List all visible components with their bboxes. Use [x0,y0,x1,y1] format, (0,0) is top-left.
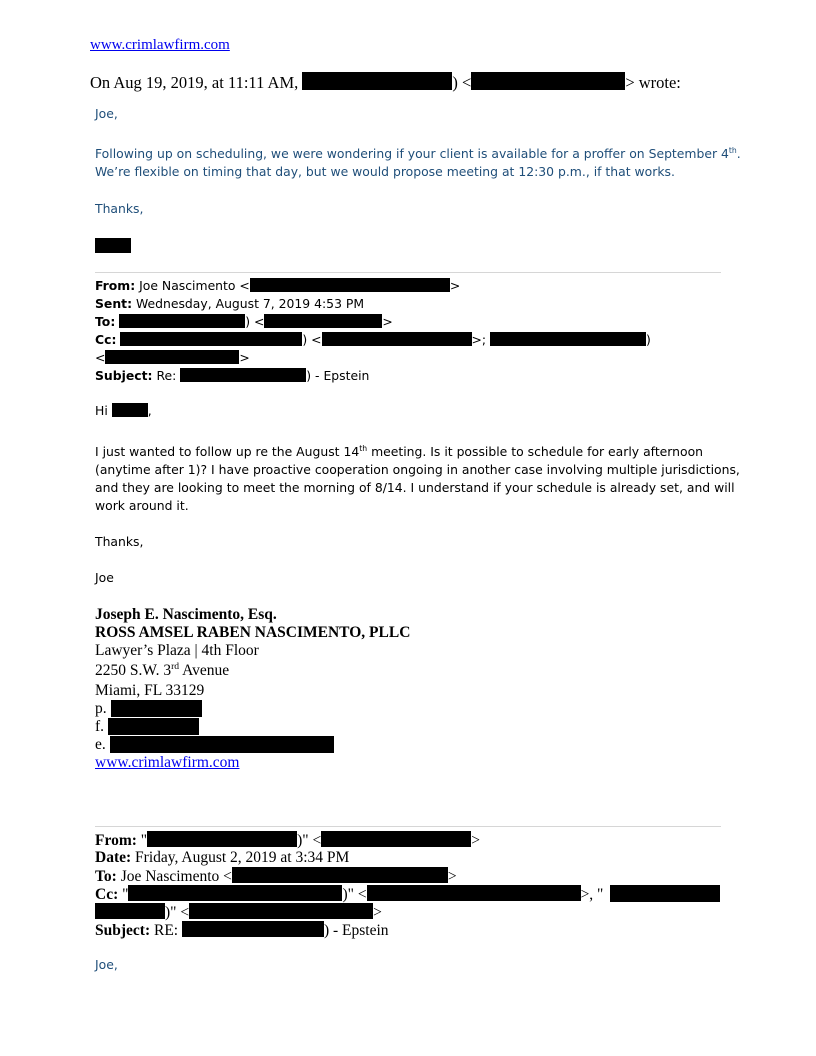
top-website-link[interactable]: www.crimlawfirm.com [90,37,230,53]
redaction [321,831,471,847]
signature-website-link[interactable]: www.crimlawfirm.com [95,754,240,771]
subject-prefix: RE: [153,922,179,939]
separator: ) < [245,314,265,329]
email3-date [95,849,349,867]
subject-label: Subject: [95,368,153,383]
email3-from [95,831,480,850]
email1-body-line1 [95,146,741,161]
email2-closing: Thanks, [95,534,144,549]
divider [95,826,721,827]
redaction [108,718,199,735]
to-label: To: [95,314,116,329]
reply-header-mid: ) < [452,73,472,92]
email2-body-line3: and they are looking to meet the morning of 8/14. I understand if your schedule is already set, and will [95,480,735,495]
separator: )" < [342,886,367,903]
bracket: ) [646,332,651,347]
email2-subject [95,368,369,383]
email2-body-text: meeting. Is it possible to schedule for early afternoon [367,444,704,459]
signature-address-2 [95,662,229,680]
email1-closing: Thanks, [95,201,144,216]
to-value: Joe Nascimento < [120,868,232,885]
signature-name: Joseph E. Nascimento, Esq. [95,606,277,623]
redaction [232,867,448,883]
email3-greeting: Joe, [95,957,118,972]
signature-address-3: Miami, FL 33129 [95,682,205,699]
email2-signoff: Joe [95,570,114,585]
email3-subject [95,921,389,940]
bracket: < [95,350,106,365]
redaction [490,332,646,346]
subject-suffix: ) - Epstein [323,922,389,939]
redaction [110,736,334,753]
cc-label: Cc: [95,886,119,903]
redaction [147,831,297,847]
from-label: From: [95,278,136,293]
redaction [250,278,450,292]
sent-value: Wednesday, August 7, 2019 4:53 PM [135,296,365,311]
phone-label: p. [95,700,107,717]
redaction [128,885,342,901]
redaction [189,903,373,919]
email2-greeting [95,403,152,418]
sent-label: Sent: [95,296,133,311]
redaction [182,921,324,937]
from-value: Joe Nascimento < [139,278,250,293]
ordinal-suffix: th [728,145,737,155]
email3-cc-continued [95,903,382,922]
redaction [111,700,202,717]
email2-body-line4: work around it. [95,498,189,513]
redaction [180,368,306,382]
email2-cc [95,332,651,347]
bracket: > [382,314,393,329]
email2-cc-continued [95,350,250,365]
bracket: > [373,904,382,921]
bracket: > [239,350,250,365]
signature-fax [95,718,104,736]
email-label: e. [95,736,106,753]
email2-body-line2: (anytime after 1)? I have proactive cooperation ongoing in another case involving multiple jurisdictions, [95,462,740,477]
signature-email [95,736,106,754]
separator: >, " [580,886,604,903]
separator: )" < [297,832,322,849]
reply-header [90,72,681,93]
redaction [610,885,720,902]
subject-label: Subject: [95,922,151,939]
email2-body-line1 [95,444,703,459]
redaction [95,238,131,253]
redaction [264,314,382,328]
redaction [105,350,239,364]
email1-body-text: Following up on scheduling, we were wondering if your client is available for a proffer on September 4 [95,146,729,161]
date-label: Date: [95,849,132,866]
quote: " [140,832,148,849]
email3-to [95,867,457,886]
redaction [302,72,452,90]
signature-phone [95,700,107,718]
from-label: From: [95,832,137,849]
bracket: > [447,868,457,885]
signature-address-1: Lawyer’s Plaza | 4th Floor [95,642,259,659]
redaction [95,903,165,919]
email3-cc [95,885,603,904]
email2-body-text: I just wanted to follow up re the August 14 [95,444,360,459]
email2-from [95,278,460,293]
bracket: > [449,278,461,293]
greeting-text: Hi [95,403,108,418]
email1-body-text: . [736,146,741,161]
email2-sent [95,296,364,311]
redaction [367,885,581,901]
email2-to [95,314,393,329]
separator: >; [471,332,487,347]
address-text: 2250 S.W. 3 [95,662,172,679]
email1-body-line2: We’re flexible on timing that day, but we would propose meeting at 12:30 p.m., if that works. [95,164,675,179]
separator: )" < [165,904,190,921]
reply-header-prefix: On Aug 19, 2019, at 11:11 AM, [90,73,299,92]
reply-header-suffix: > wrote: [625,73,681,92]
redaction [322,332,472,346]
redaction [120,332,302,346]
quote: " [122,886,129,903]
email1-greeting: Joe, [95,106,118,121]
ordinal-suffix: rd [171,660,180,672]
divider [95,272,721,273]
cc-label: Cc: [95,332,117,347]
comma: , [147,403,152,418]
redaction [471,72,625,90]
fax-label: f. [95,718,105,735]
date-value: Friday, August 2, 2019 at 3:34 PM [135,849,350,866]
redaction [119,314,245,328]
subject-suffix: ) - Epstein [306,368,370,383]
separator: ) < [302,332,322,347]
redaction [112,403,148,417]
subject-prefix: Re: [156,368,177,383]
ordinal-suffix: th [359,443,368,453]
signature-firm: ROSS AMSEL RABEN NASCIMENTO, PLLC [95,624,411,641]
address-text: Avenue [179,662,230,679]
bracket: > [471,832,480,849]
to-label: To: [95,868,117,885]
